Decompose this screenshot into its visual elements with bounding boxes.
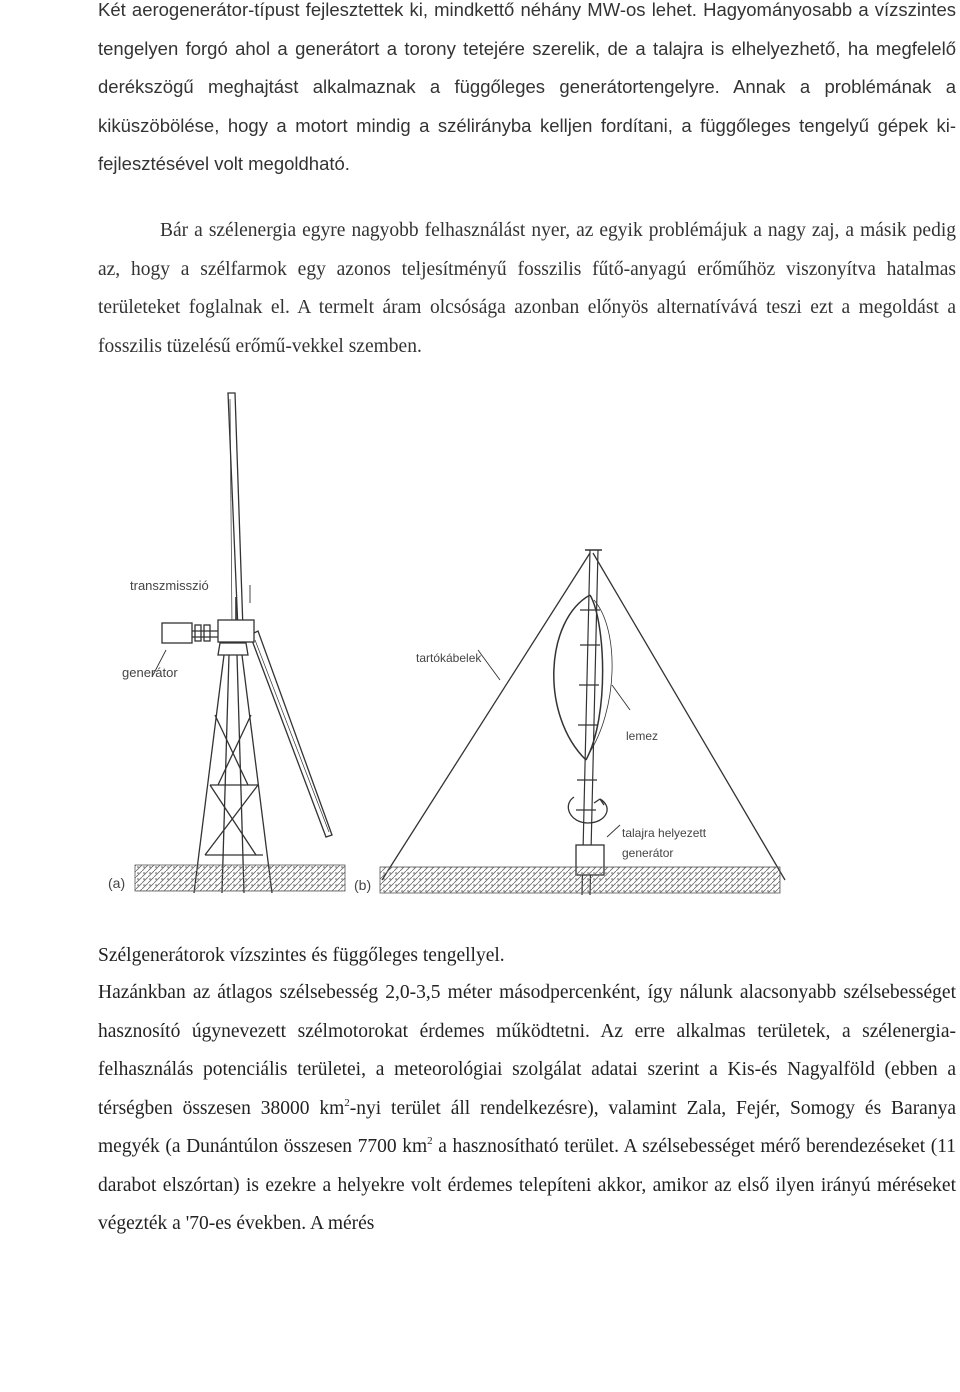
label-transmission: transzmisszió <box>130 578 209 593</box>
paragraph-hungary-part-c: a hasznosítható terület. A szélsebességet mérő berendezéseket (11 darabot elszórtan) is ezekre a helyekre volt érdemes telepíteni akkor, amikor az első ilyen irányú méréseket végezték a '70-es években. A mérés <box>98 1136 956 1234</box>
label-blade: lemez <box>626 729 659 743</box>
wind-generator-figure <box>100 385 790 920</box>
paragraph-hungary-part-a: Hazánkban az átlagos szélsebesség 2,0-3,5 méter másodpercenként, így nálunk alacsonyabb szélsebességet hasznosító úgynevezett szélmotorokat érdemes működtetni. Az erre alkalmas területek, a szélenergia-felhasználás potenciális területei, a meteorológiai szolgálat adatai szerint a Kis-és Nagyalföld (ebben a térségben összesen 38000 km <box>98 982 956 1119</box>
paragraph-intro: Két aerogenerátor-típust fejlesztettek ki, mindkettő néhány MW-os lehet. Hagyományosabb a vízszintes tengelyen forgó ahol a generátort a torony tetejére szerelik, de a talajra is elhelyezhető, ha megfelelő derékszögű meghajtást alkalmaznak a függőleges generátortengelyre. Annak a problémának a kiküszöbölése, hogy a motort mindig a szélirányba kelljen fordítani, a függőleges tengelyű gépek ki-fejlesztésével volt megoldható. <box>98 0 956 174</box>
label-generator: generátor <box>122 665 178 680</box>
superscript-1: 2 <box>344 1096 350 1109</box>
paragraph-wind-problems: Bár a szélenergia egyre nagyobb felhasználást nyer, az egyik problémájuk a nagy zaj, a másik pedig az, hogy a szélfarmok egy azonos teljesítményű fosszilis fűtő-anyagú erőműhöz viszonyítva hatalmas területeket foglalnak el. A termelt áram olcsósága azonban előnyös alternatívává teszi ezt a megoldást a fosszilis tüzelésű erőmű-vekkel szemben. <box>98 220 956 357</box>
figure-caption: Szélgenerátorok vízszintes és függőleges tengellyel. <box>98 945 505 966</box>
panel-b-label: (b) <box>354 877 372 893</box>
label-ground-generator-1: talajra helyezett <box>622 826 707 840</box>
superscript-2: 2 <box>427 1135 433 1147</box>
label-support-cables: tartókábelek <box>416 651 482 665</box>
label-ground-generator-2: generátor <box>622 846 674 860</box>
wind-generator-diagram <box>100 385 790 920</box>
panel-a-label: (a) <box>108 875 126 891</box>
paragraph-hungary <box>98 974 956 1244</box>
paragraph-hungary-part-b: -nyi terület áll rendelkezésre), valamint Zala, Fejér, Somogy és Baranya megyék (a Dunántúlon összesen 7700 km <box>98 1097 956 1157</box>
